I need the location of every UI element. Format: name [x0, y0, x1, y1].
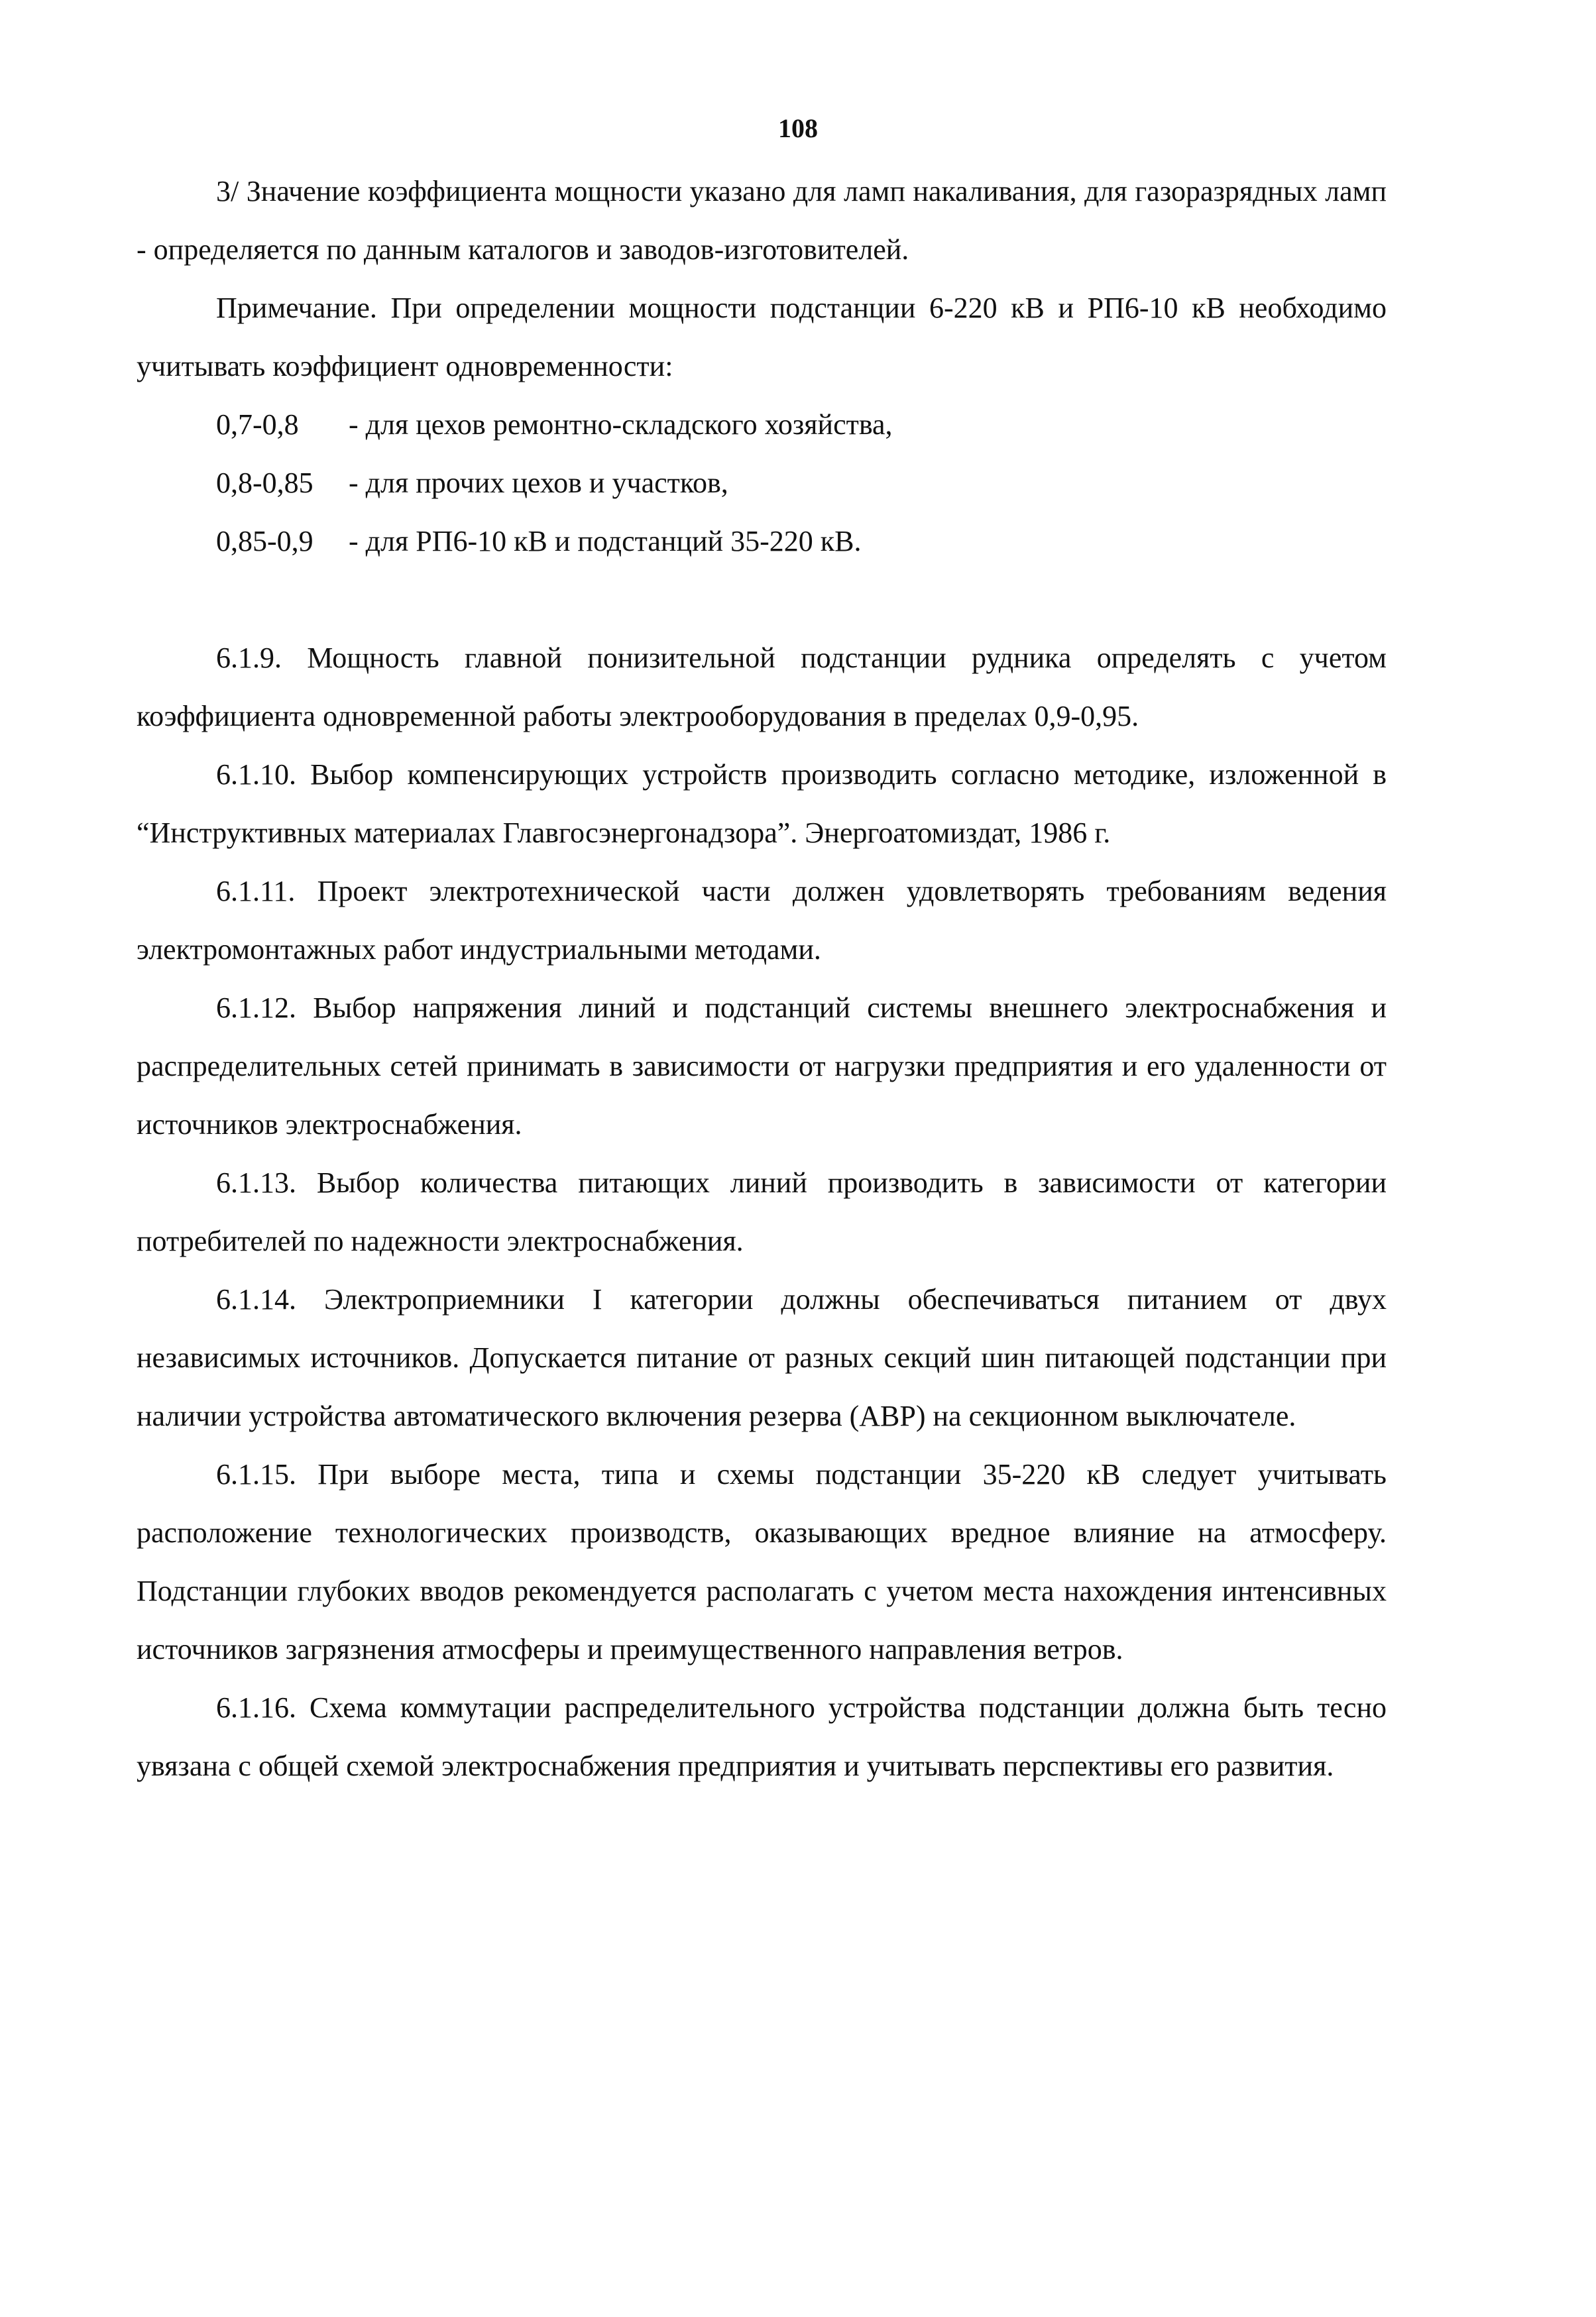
coefficient-description: - для РП6-10 кВ и подстанций 35-220 кВ. [349, 525, 862, 557]
section-6-1-14: 6.1.14. Электроприемники I категории должны обеспечиваться питанием от двух независимых источников. Допускается питание от разных секций шин питающей подстанции при наличии устройства автоматического включения резерва (АВР) на секционном выключателе. [137, 1283, 1387, 1432]
coefficient-item [137, 454, 1387, 512]
coefficient-description: - для прочих цехов и участков, [349, 467, 728, 499]
section-6-1-16: 6.1.16. Схема коммутации распределительного устройства подстанции должна быть тесно увязана с общей схемой электроснабжения предприятия и учитывать перспективы его развития. [137, 1691, 1387, 1782]
coefficient-item [137, 512, 1387, 571]
section-6-1-9: 6.1.9. Мощность главной понизительной подстанции рудника определять с учетом коэффициента одновременной работы электрооборудования в пределах 0,9-0,95. [137, 642, 1387, 732]
coefficient-description: - для цехов ремонтно-складского хозяйства, [349, 408, 893, 441]
section-6-1-11: 6.1.11. Проект электротехнической части должен удовлетворять требованиям ведения электромонтажных работ индустриальными методами. [137, 875, 1387, 966]
footnote-paragraph: 3/ Значение коэффициента мощности указано для ламп накаливания, для газоразрядных ламп - определяется по данным каталогов и заводов-изготовителей. [137, 175, 1387, 266]
section-6-1-12: 6.1.12. Выбор напряжения линий и подстанций системы внешнего электроснабжения и распределительных сетей принимать в зависимости от нагрузки предприятия и его удаленности от источников электроснабжения. [137, 991, 1387, 1141]
section-6-1-13: 6.1.13. Выбор количества питающих линий производить в зависимости от категории потребителей по надежности электроснабжения. [137, 1166, 1387, 1257]
page-number: 108 [778, 113, 818, 143]
note-paragraph: Примечание. При определении мощности подстанции 6-220 кВ и РП6-10 кВ необходимо учитывать коэффициент одновременности: [137, 292, 1387, 382]
section-gap [137, 571, 1387, 629]
section-6-1-15: 6.1.15. При выборе места, типа и схемы подстанции 35-220 кВ следует учитывать расположение технологических производств, оказывающих вредное влияние на атмосферу. Подстанции глубоких вводов рекомендуется располагать с учетом места нахождения интенсивных источников загрязнения атмосферы и преимущественного направления ветров. [137, 1458, 1387, 1666]
section-6-1-10: 6.1.10. Выбор компенсирующих устройств производить согласно методике, изложенной в “Инструктивных материалах Главгосэнергонадзора”. Энергоатомиздат, 1986 г. [137, 758, 1387, 849]
coefficient-value: 0,8-0,85 [216, 467, 314, 499]
coefficient-value: 0,7-0,8 [216, 408, 299, 441]
page-content [137, 162, 1387, 1795]
coefficient-value: 0,85-0,9 [216, 525, 314, 557]
coefficient-item [137, 396, 1387, 454]
